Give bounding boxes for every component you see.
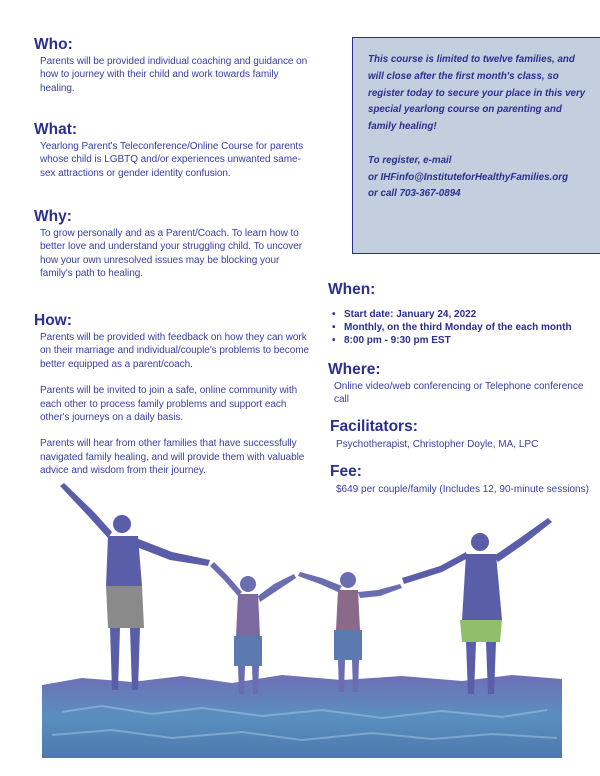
what-heading: What:	[34, 121, 78, 138]
right-column	[328, 281, 600, 496]
why-heading: Why:	[34, 208, 72, 225]
when-heading: When:	[328, 281, 376, 298]
how-heading: How:	[34, 312, 72, 329]
where-body: Online video/web conferencing or Telephone conference call	[334, 381, 584, 405]
when-item-schedule: • Monthly, on the third Monday of the each month	[330, 321, 600, 334]
rocky-ground	[42, 675, 562, 758]
when-section	[328, 281, 600, 347]
where-heading: Where:	[328, 361, 381, 378]
how-paragraph-2: Parents will be invited to join a safe, online community with each other to process family problems and support each other's journeys on a daily basis.	[40, 385, 298, 424]
who-text: Parents will be provided individual coaching and guidance on how to journey with their child and work towards family healing.	[40, 56, 308, 94]
why-text: To grow personally and as a Parent/Coach. To learn how to better love and understand your struggling child. To uncover how your own unresolved issues may be blocking your family's path to healing.	[40, 228, 302, 280]
facilitators-heading: Facilitators:	[330, 418, 418, 435]
where-section	[328, 361, 600, 406]
fee-body: $649 per couple/family (Includes 12, 90-minute sessions)	[336, 484, 589, 495]
why-body	[40, 227, 314, 281]
how-paragraph-3: Parents will hear from other families that have successfully navigated family healing, and will provide them with valuable advice and wisdom from their journey.	[40, 438, 305, 477]
callout-email[interactable]: or IHFinfo@InstituteforHealthyFamilies.org	[368, 171, 569, 183]
mother-figure	[402, 518, 552, 694]
what-section	[34, 121, 314, 208]
boy-figure	[298, 572, 402, 692]
who-section	[34, 36, 314, 121]
when-list	[330, 308, 600, 347]
callout-register-label: To register, e-mail	[368, 154, 452, 166]
how-paragraph-1: Parents will be provided with feedback on how they can work on their marriage and individual/couple's problems to become better equipped as a parent/coach.	[40, 332, 310, 370]
how-body	[40, 331, 314, 478]
left-column	[34, 36, 314, 478]
facilitators-section	[328, 418, 600, 451]
when-item-time: • 8:00 pm - 9:30 pm EST	[330, 334, 600, 347]
what-body	[40, 140, 314, 180]
callout-notice: This course is limited to twelve families, and will close after the first month's class, so register today to secure your place in this very special yearlong course on parenting and family healing!	[368, 54, 586, 133]
who-heading: Who:	[34, 36, 73, 53]
registration-callout	[352, 37, 600, 254]
why-section	[34, 208, 314, 312]
callout-phone[interactable]: or call 703-367-0894	[368, 188, 461, 200]
who-body	[40, 55, 314, 95]
father-figure	[60, 483, 210, 690]
when-item-start-date: • Start date: January 24, 2022	[330, 308, 600, 321]
how-section	[34, 312, 314, 478]
facilitators-body: Psychotherapist, Christopher Doyle, MA, LPC	[336, 439, 539, 450]
family-silhouette-photo	[42, 480, 562, 758]
fee-heading: Fee:	[330, 463, 362, 480]
what-text: Yearlong Parent's Teleconference/Online Course for parents whose child is LGBTQ and/or experiences unwanted same-sex attractions or gender identity confusion.	[40, 141, 304, 179]
girl-figure	[210, 562, 296, 694]
callout-text	[368, 52, 590, 203]
